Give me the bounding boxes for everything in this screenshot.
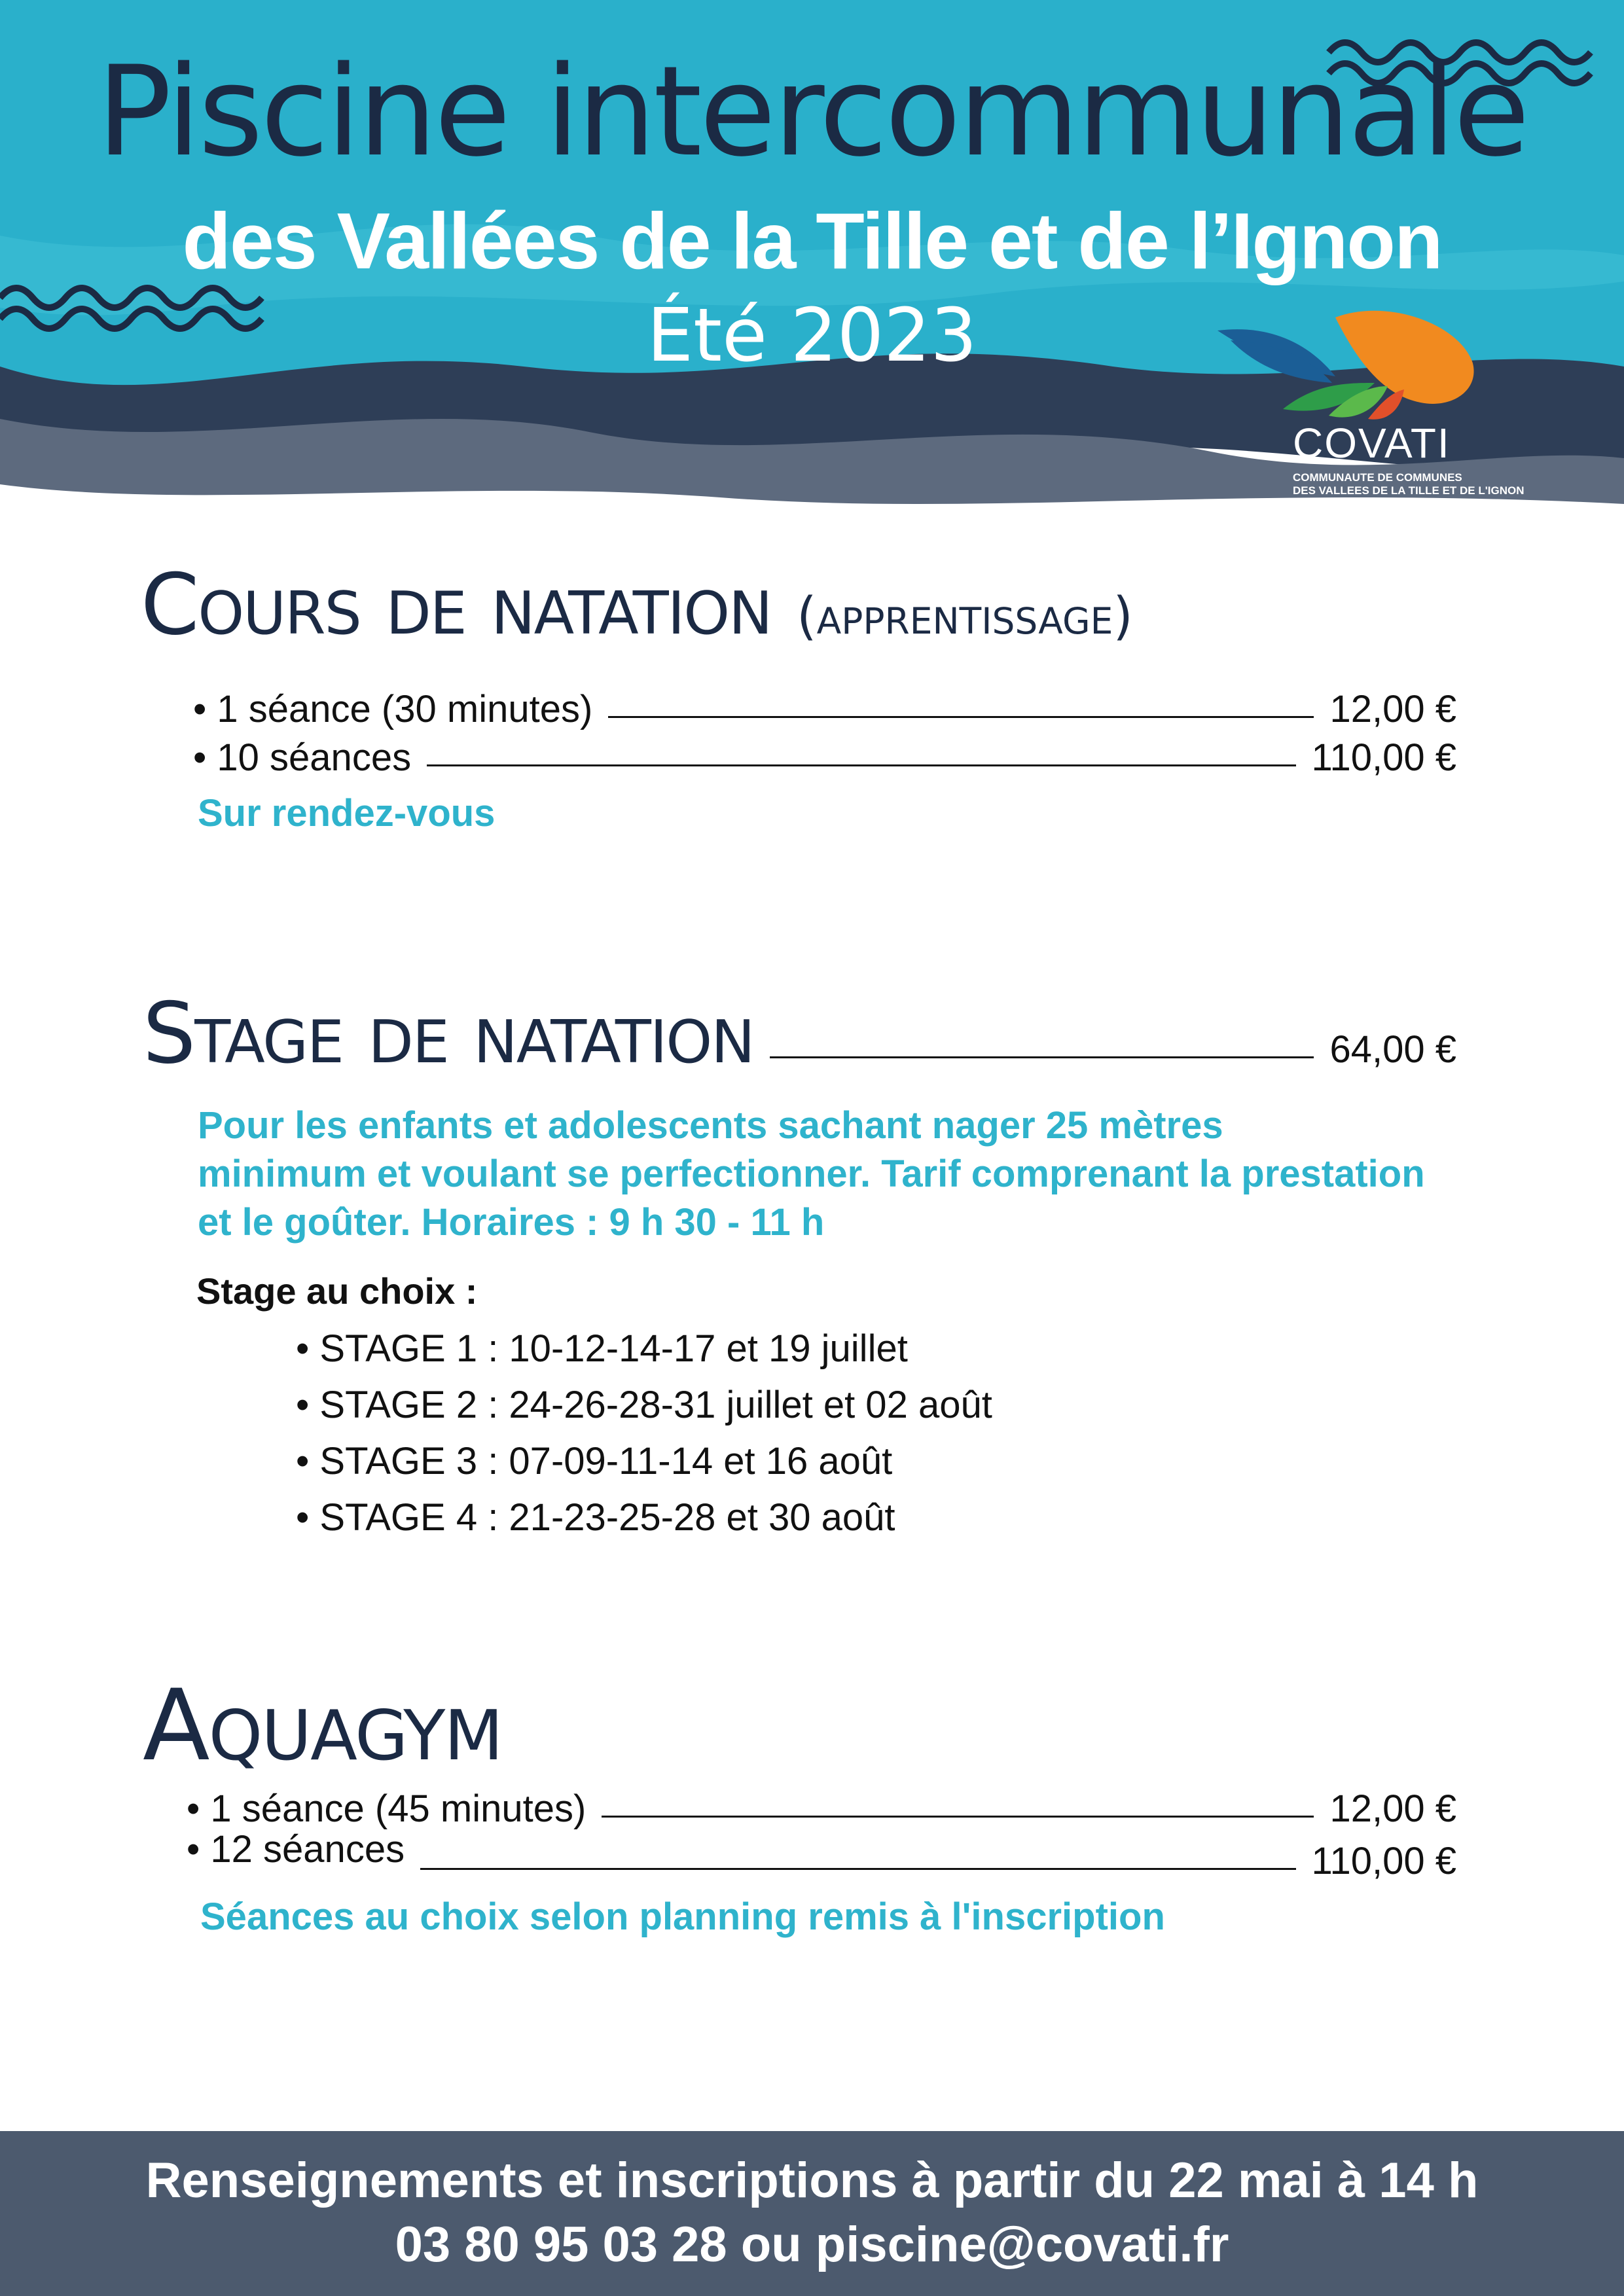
stage-list	[296, 1321, 992, 1546]
cours-section-title	[141, 556, 1133, 654]
list-item: • STAGE 3 : 07-09-11-14 et 16 août	[296, 1440, 893, 1482]
season-label: Été 2023	[647, 293, 977, 378]
cours-price-row	[193, 687, 1456, 731]
header-banner	[0, 0, 1624, 524]
contact-details: 03 80 95 03 28 ou piscine@covati.fr	[395, 2217, 1229, 2272]
price-row-value: 12,00 €	[1329, 1787, 1456, 1830]
stage-description-line: minimum et voulant se perfectionner. Tarif comprenant la prestation	[198, 1153, 1425, 1195]
stage-description-line: et le goûter. Horaires : 9 h 30 - 11 h	[198, 1201, 825, 1244]
pool-title: Piscine intercommunale	[96, 39, 1528, 184]
price-row-label: • 12 séances	[187, 1828, 405, 1871]
dotted-leader	[608, 716, 1314, 718]
stage-description	[198, 1102, 1425, 1247]
list-item: • STAGE 1 : 10-12-14-17 et 19 juillet	[296, 1327, 908, 1370]
cours-title-suffix: (apprentissage)	[797, 587, 1133, 646]
covati-logo-text: COVATI	[1293, 420, 1451, 467]
stage-choice-label: Stage au choix :	[196, 1270, 478, 1312]
dotted-leader	[602, 1816, 1314, 1818]
logo-subtitle-line: DES VALLEES DE LA TILLE ET DE L'IGNON	[1293, 484, 1525, 497]
list-item: • STAGE 4 : 21-23-25-28 et 30 août	[296, 1496, 895, 1539]
price-row-label: • 1 séance (45 minutes)	[187, 1787, 586, 1830]
stage-description-line: Pour les enfants et adolescents sachant nager 25 mètres	[198, 1104, 1223, 1147]
cours-title-text: Cours de natation	[141, 556, 772, 654]
price-row-label: • 1 séance (30 minutes)	[193, 688, 593, 730]
registration-info: Renseignements et inscriptions à partir du 22 mai à 14 h	[145, 2153, 1479, 2208]
logo-subtitle-line: COMMUNAUTE DE COMMUNES	[1293, 471, 1462, 484]
aquagym-section-title: Aquagym	[143, 1669, 502, 1783]
dotted-leader	[770, 1056, 1314, 1058]
dotted-leader	[420, 1868, 1295, 1870]
dotted-leader	[427, 764, 1295, 766]
price-row-value: 110,00 €	[1311, 736, 1456, 779]
covati-logo-subtitle	[1293, 471, 1525, 497]
price-row-label: • 10 séances	[193, 736, 412, 779]
contact-footer	[0, 2131, 1624, 2296]
stage-header-row	[143, 985, 1456, 1083]
price-row-value: 12,00 €	[1329, 688, 1456, 730]
cours-note: Sur rendez-vous	[198, 792, 496, 834]
price-row-value: 110,00 €	[1311, 1840, 1456, 1882]
aquagym-price-row	[187, 1828, 1456, 1883]
pool-subtitle: des Vallées de la Tille et de l’Ignon	[182, 196, 1442, 285]
stage-price: 64,00 €	[1329, 1028, 1456, 1071]
aquagym-price-row	[187, 1787, 1456, 1831]
list-item: • STAGE 2 : 24-26-28-31 juillet et 02 août	[296, 1384, 992, 1426]
aquagym-note: Séances au choix selon planning remis à l'inscription	[200, 1895, 1165, 1938]
stage-section-title: Stage de natation	[143, 985, 754, 1083]
cours-price-row	[193, 736, 1456, 780]
